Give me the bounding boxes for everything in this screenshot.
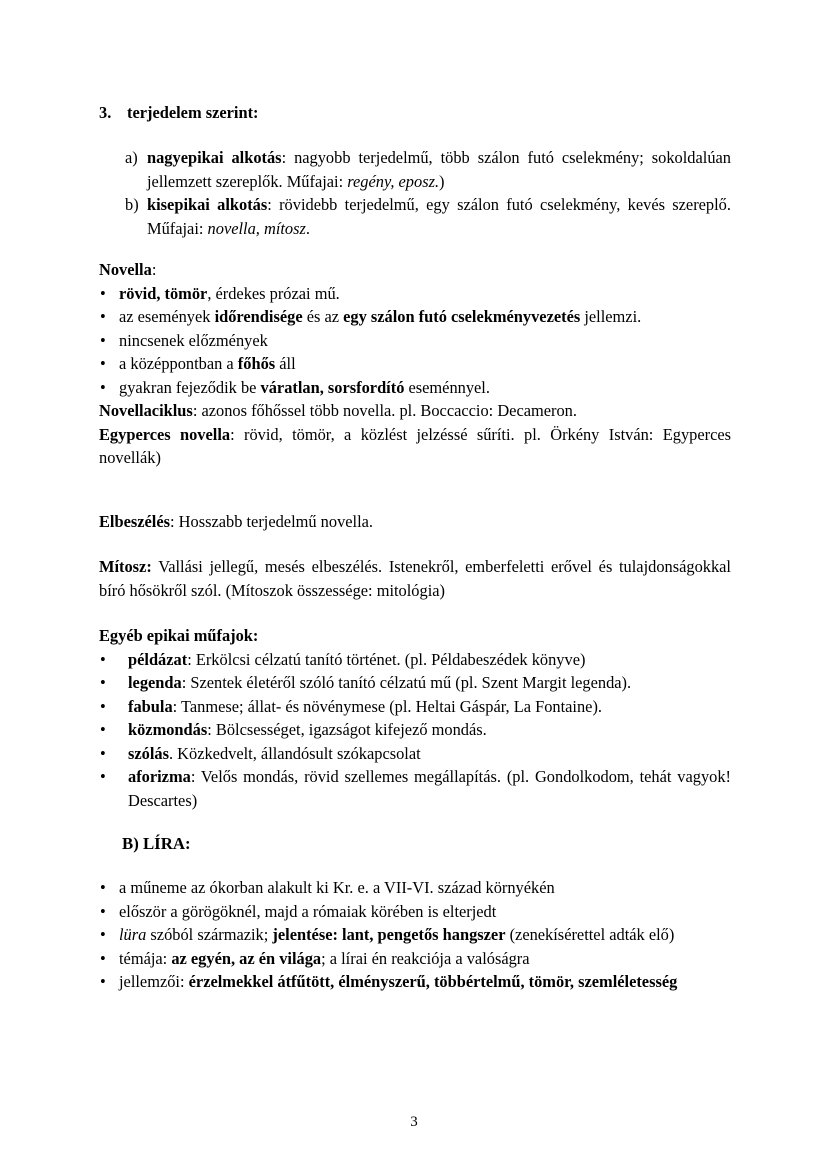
lira-section [99,876,731,994]
bullet-icon: • [100,743,106,763]
section-heading [99,101,731,125]
term: példázat [128,649,188,669]
list-item [99,947,731,971]
extent-item-b [125,193,731,240]
genres: regény, eposz. [347,171,440,191]
term: Egyperces novella [99,424,231,444]
definition: : rövid, tömör, a közlést jelzéssé sűríti. pl. Örkény István: Egyperces novellák) [99,424,731,467]
list-item [99,671,731,695]
definition: : nagyobb terjedelmű, több szálon futó cselekmény; sokoldalúan jellemzett szereplők. Műfajai: [147,148,731,191]
bullet-icon: • [100,307,106,326]
bullet-icon: • [100,377,106,397]
bold-text: rövid, tömör [119,283,208,303]
text: és az [302,307,344,326]
bullet-icon: • [100,354,106,373]
list-item [99,970,731,994]
list-item [99,329,731,353]
lira-bullets [99,876,731,994]
colon: : [151,260,157,279]
bold-text: váratlan, sorsfordító [260,377,405,397]
list-item [99,923,731,947]
term: közmondás [128,720,208,739]
term: fabula [128,696,173,716]
bullet-icon: • [100,649,106,669]
text: ; a lírai én reakciója a valóságra [321,948,530,968]
term: legenda [128,673,182,692]
bold-text: az egyén, az én világa [171,948,322,968]
other-genres-heading [99,624,731,648]
list-item [99,742,731,766]
list-item [99,376,731,400]
mitosz-definition [99,555,731,602]
term: Novellaciklus [99,401,193,420]
text: először a görögöknél, majd a rómaiak körében is elterjedt [119,901,497,921]
text: , érdekes prózai mű. [207,283,340,303]
text: (zenekísérettel adták elő) [505,925,675,944]
list-item [99,765,731,812]
heading-text: Egyéb epikai műfajok: [99,626,259,645]
novellaciklus-definition [99,399,731,423]
bullet-icon: • [100,767,106,786]
text: gyakran fejeződik be [119,377,261,397]
other-genres-list [99,648,731,813]
other-genres-section [99,624,731,812]
bullet-icon: • [100,673,106,692]
extent-list [125,146,731,240]
novella-bullets [99,282,731,400]
bullet-icon: • [100,948,106,968]
item-label: b) [125,195,139,214]
text: áll [275,354,296,373]
definition: : Tanmese; állat- és növénymese (pl. Heltai Gáspár, La Fontaine). [172,696,603,716]
text: az események [119,307,215,326]
text: eseménnyel. [404,377,490,397]
definition: Vallási jellegű, mesés elbeszélés. Istenekről, emberfeletti erővel és tulajdonságokkal bíró hősökről szól. (Mítoszok összessége: mitológia) [99,557,731,600]
list-item [99,648,731,672]
text: a középpontban a [119,354,238,373]
bullet-icon: • [100,720,106,739]
list-item [99,305,731,329]
term: Mítosz: [99,557,152,576]
list-item [99,282,731,306]
bullet-icon: • [100,330,106,350]
term: Elbeszélés [99,512,171,531]
definition: : Erkölcsi célzatú tanító történet. (pl. Példabeszédek könyve) [187,649,586,669]
list-item [99,876,731,900]
bullet-icon: • [100,925,106,944]
list-item [99,718,731,742]
bold-text: egy szálon futó cselekményvezetés [343,307,581,326]
definition: : azonos főhőssel több novella. pl. Boccaccio: Decameron. [192,401,577,420]
heading-text: Novella [99,260,152,279]
bold-text: időrendisége [214,307,303,326]
definition: : Hosszabb terjedelmű novella. [170,512,374,531]
text: nincsenek előzmények [119,330,268,350]
italic-text: lüra [119,925,147,944]
text: a műneme az ókorban alakult ki Kr. e. a VII-VI. század környékén [119,878,555,897]
list-item [99,352,731,376]
elbeszeles-definition [99,510,731,534]
section-title: terjedelem szerint: [127,103,259,122]
bullet-icon: • [100,972,106,991]
section-number: 3. [99,103,112,122]
definition: : rövidebb terjedelmű, egy szálon futó cselekmény, kevés szereplő. Műfajai: [147,195,731,238]
text: jellemzői: [119,972,189,991]
bold-text: érzelmekkel átfűtött, élményszerű, többértelmű, tömör, szemléletesség [188,972,678,991]
tail: . [305,218,310,238]
novella-section [99,258,731,470]
term: kisepikai alkotás [147,195,268,214]
lira-heading: B) LÍRA: [122,834,191,853]
bullet-icon: • [100,696,106,716]
list-item [99,695,731,719]
term: nagyepikai alkotás [147,148,282,167]
bullet-icon: • [100,878,106,897]
bold-text: főhős [237,354,276,373]
extent-item-a [125,146,731,193]
egyperces-definition [99,423,731,470]
page-number: 3 [410,1114,418,1130]
definition: : Velős mondás, rövid szellemes megállapítás. (pl. Gondolkodom, tehát vagyok! Descartes) [128,767,731,810]
tail: ) [439,171,445,191]
novella-heading [99,258,731,282]
definition: : Szentek életéről szóló tanító célzatú mű (pl. Szent Margit legenda). [181,673,632,692]
text: jellemzi. [580,307,642,326]
text: témája: [119,948,172,968]
term: aforizma [128,767,191,786]
genres: novella, mítosz [207,218,306,238]
definition: . Közkedvelt, állandósult szókapcsolat [168,743,421,763]
term: szólás [128,743,169,763]
list-item [99,900,731,924]
bullet-icon: • [100,283,106,303]
bullet-icon: • [100,901,106,921]
bold-text: jelentése: lant, pengetős hangszer [272,925,506,944]
item-label: a) [125,148,138,167]
text: szóból származik; [146,925,273,944]
definition: : Bölcsességet, igazságot kifejező mondás. [207,720,487,739]
